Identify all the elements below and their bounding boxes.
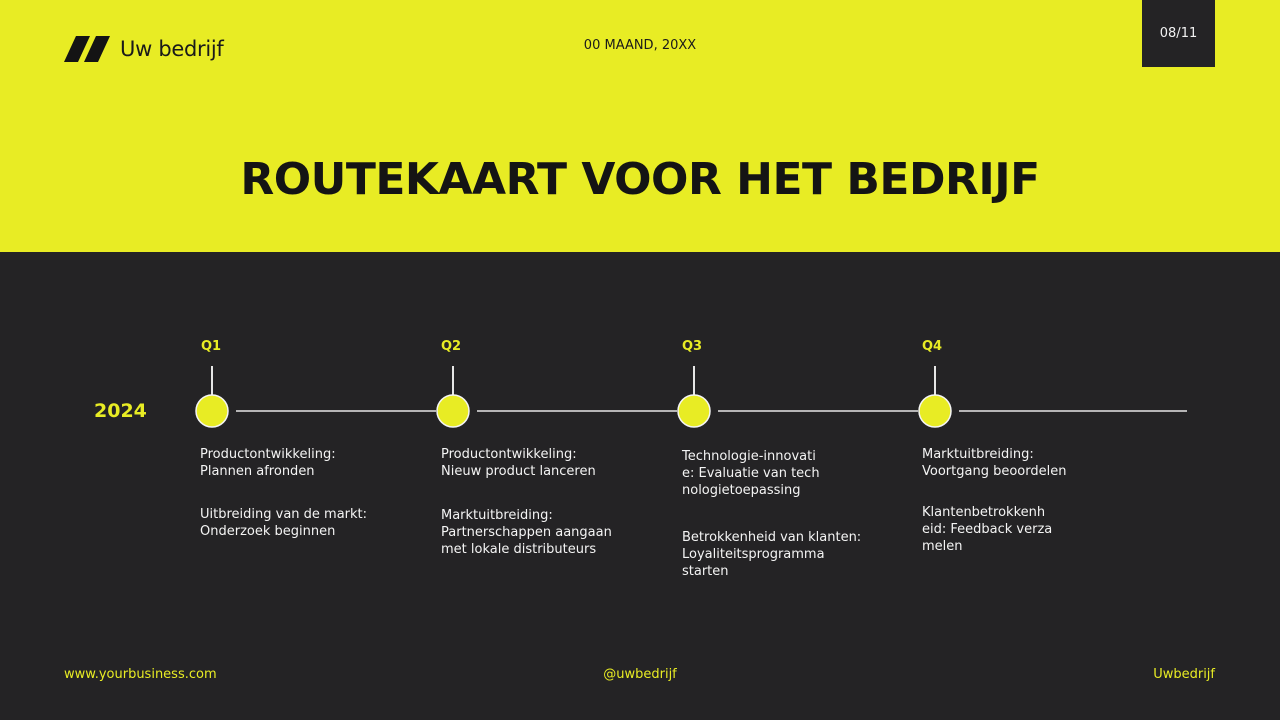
footer-website-link[interactable]: www.yourbusiness.com [64,667,217,682]
q2-label: Q2 [441,339,462,354]
q2-item-2: Marktuitbreiding: Partnerschappen aangaan met lokale distributeurs [441,508,612,557]
timeline-year: 2024 [94,400,147,422]
q3-item-1: Technologie-innovati e: Evaluatie van tech nologietoepassing [682,449,820,498]
q2-item-1: Productontwikkeling: Nieuw product lanceren [441,447,596,479]
q4-item-2: Klantenbetrokkenh eid: Feedback verza melen [922,505,1053,554]
footer-social-handle[interactable]: @uwbedrijf [603,667,677,682]
company-name: Uw bedrijf [120,37,224,61]
page-number: 08/11 [1142,0,1215,67]
q1-label: Q1 [201,339,222,354]
q2-milestone-dot [437,395,469,427]
q4-milestone-dot [919,395,951,427]
q3-label: Q3 [682,339,703,354]
q1-milestone-dot [196,395,228,427]
header-date: 00 MAAND, 20XX [583,38,697,53]
q1-item-1: Productontwikkeling: Plannen afronden [200,447,336,479]
q4-label: Q4 [922,339,943,354]
q4-item-1: Marktuitbreiding: Voortgang beoordelen [922,447,1067,479]
footer-brand: Uwbedrijf [1153,667,1215,682]
page-title: ROUTEKAART VOOR HET BEDRIJF [240,154,1040,205]
q1-item-2: Uitbreiding van de markt: Onderzoek beginnen [200,507,368,539]
q3-item-2: Betrokkenheid van klanten: Loyaliteitsprogramma starten [682,530,862,579]
q3-milestone-dot [678,395,710,427]
